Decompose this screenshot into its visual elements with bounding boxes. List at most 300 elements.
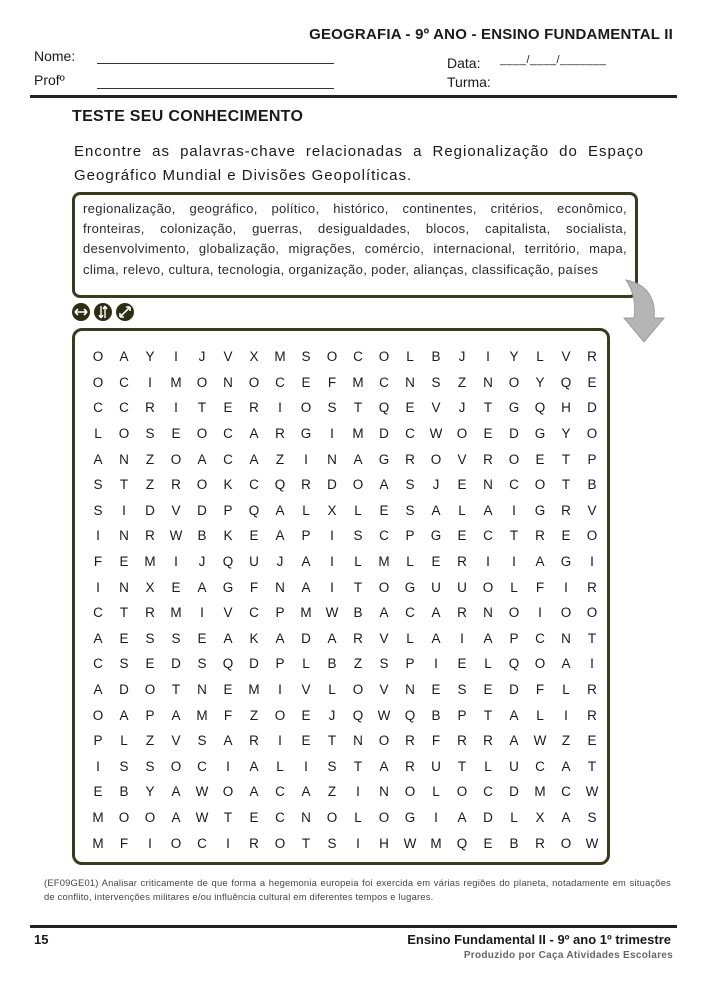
grid-cell[interactable]: E: [457, 656, 467, 672]
grid-cell[interactable]: B: [587, 477, 597, 493]
grid-cell[interactable]: R: [587, 579, 597, 595]
grid-cell[interactable]: S: [145, 758, 155, 774]
grid-cell[interactable]: X: [145, 579, 155, 595]
grid-cell[interactable]: T: [223, 809, 233, 825]
grid-cell[interactable]: A: [431, 605, 441, 621]
grid-cell[interactable]: M: [248, 682, 260, 698]
grid-cell[interactable]: N: [301, 809, 311, 825]
grid-cell[interactable]: I: [356, 784, 360, 800]
grid-cell[interactable]: A: [249, 758, 259, 774]
grid-cell[interactable]: N: [483, 374, 493, 390]
grid-cell[interactable]: V: [171, 502, 181, 518]
grid-cell[interactable]: N: [379, 784, 389, 800]
grid-cell[interactable]: A: [171, 809, 181, 825]
grid-cell[interactable]: M: [170, 374, 182, 390]
grid-cell[interactable]: R: [145, 605, 155, 621]
grid-cell[interactable]: A: [301, 784, 311, 800]
grid-cell[interactable]: Q: [404, 707, 416, 723]
grid-cell[interactable]: C: [379, 528, 389, 544]
grid-cell[interactable]: A: [379, 477, 389, 493]
grid-cell[interactable]: C: [93, 656, 103, 672]
grid-cell[interactable]: C: [249, 477, 259, 493]
grid-cell[interactable]: S: [301, 349, 311, 365]
grid-cell[interactable]: T: [353, 758, 363, 774]
grid-cell[interactable]: D: [483, 809, 493, 825]
grid-cell[interactable]: A: [249, 784, 259, 800]
grid-cell[interactable]: Q: [274, 477, 286, 493]
grid-cell[interactable]: D: [509, 784, 519, 800]
grid-cell[interactable]: L: [536, 707, 544, 723]
grid-cell[interactable]: M: [300, 605, 312, 621]
grid-cell[interactable]: T: [327, 733, 337, 749]
grid-cell[interactable]: N: [223, 374, 233, 390]
grid-cell[interactable]: M: [92, 835, 104, 851]
grid-cell[interactable]: J: [458, 400, 466, 416]
grid-cell[interactable]: A: [327, 630, 337, 646]
grid-cell[interactable]: O: [586, 426, 598, 442]
grid-cell[interactable]: W: [325, 605, 339, 621]
grid-cell[interactable]: Q: [534, 400, 546, 416]
grid-cell[interactable]: I: [538, 605, 542, 621]
grid-cell[interactable]: J: [432, 477, 440, 493]
grid-cell[interactable]: A: [301, 579, 311, 595]
grid-cell[interactable]: A: [431, 630, 441, 646]
grid-cell[interactable]: B: [431, 707, 441, 723]
grid-cell[interactable]: R: [535, 835, 545, 851]
grid-cell[interactable]: F: [535, 682, 545, 698]
grid-cell[interactable]: E: [223, 400, 233, 416]
grid-cell[interactable]: O: [508, 451, 520, 467]
grid-cell[interactable]: I: [174, 554, 178, 570]
grid-cell[interactable]: P: [145, 707, 155, 723]
grid-cell[interactable]: X: [249, 349, 259, 365]
grid-cell[interactable]: G: [404, 809, 416, 825]
grid-cell[interactable]: N: [405, 374, 415, 390]
grid-cell[interactable]: R: [249, 400, 259, 416]
grid-cell[interactable]: L: [458, 502, 466, 518]
grid-cell[interactable]: O: [430, 451, 442, 467]
grid-cell[interactable]: I: [356, 835, 360, 851]
grid-cell[interactable]: I: [512, 502, 516, 518]
grid-cell[interactable]: A: [275, 630, 285, 646]
grid-cell[interactable]: K: [223, 528, 233, 544]
grid-cell[interactable]: P: [275, 656, 285, 672]
grid-cell[interactable]: B: [353, 605, 363, 621]
grid-cell[interactable]: E: [431, 682, 441, 698]
grid-cell[interactable]: I: [148, 374, 152, 390]
grid-cell[interactable]: W: [585, 784, 599, 800]
grid-cell[interactable]: S: [353, 528, 363, 544]
grid-cell[interactable]: H: [561, 400, 571, 416]
grid-cell[interactable]: C: [353, 349, 363, 365]
grid-cell[interactable]: P: [405, 656, 415, 672]
grid-cell[interactable]: T: [301, 835, 311, 851]
grid-cell[interactable]: S: [327, 758, 337, 774]
grid-cell[interactable]: O: [326, 349, 338, 365]
grid-cell[interactable]: M: [274, 349, 286, 365]
grid-cell[interactable]: U: [431, 579, 441, 595]
grid-cell[interactable]: A: [561, 656, 571, 672]
grid-cell[interactable]: C: [249, 605, 259, 621]
grid-cell[interactable]: W: [585, 835, 599, 851]
grid-cell[interactable]: B: [119, 784, 129, 800]
grid-cell[interactable]: V: [171, 733, 181, 749]
grid-cell[interactable]: P: [223, 502, 233, 518]
grid-cell[interactable]: I: [148, 835, 152, 851]
grid-cell[interactable]: S: [197, 733, 207, 749]
grid-cell[interactable]: E: [223, 682, 233, 698]
grid-cell[interactable]: G: [430, 528, 442, 544]
grid-cell[interactable]: Q: [248, 502, 260, 518]
grid-cell[interactable]: S: [145, 426, 155, 442]
grid-cell[interactable]: L: [354, 809, 362, 825]
grid-cell[interactable]: C: [275, 374, 285, 390]
grid-cell[interactable]: E: [301, 707, 311, 723]
grid-cell[interactable]: P: [93, 733, 103, 749]
grid-cell[interactable]: E: [249, 528, 259, 544]
grid-cell[interactable]: S: [405, 477, 415, 493]
grid-cell[interactable]: E: [535, 451, 545, 467]
grid-cell[interactable]: T: [509, 528, 519, 544]
grid-cell[interactable]: T: [171, 682, 181, 698]
grid-cell[interactable]: N: [483, 477, 493, 493]
grid-cell[interactable]: X: [327, 502, 337, 518]
grid-cell[interactable]: O: [560, 605, 572, 621]
grid-cell[interactable]: L: [406, 349, 414, 365]
grid-cell[interactable]: A: [301, 554, 311, 570]
grid-cell[interactable]: C: [93, 605, 103, 621]
grid-cell[interactable]: Y: [561, 426, 571, 442]
grid-cell[interactable]: N: [119, 528, 129, 544]
grid-cell[interactable]: O: [248, 374, 260, 390]
grid-cell[interactable]: A: [171, 784, 181, 800]
grid-cell[interactable]: M: [352, 374, 364, 390]
grid-cell[interactable]: F: [93, 554, 103, 570]
grid-cell[interactable]: C: [483, 784, 493, 800]
grid-cell[interactable]: C: [535, 630, 545, 646]
grid-cell[interactable]: O: [326, 809, 338, 825]
grid-cell[interactable]: E: [301, 374, 311, 390]
grid-cell[interactable]: R: [561, 502, 571, 518]
grid-cell[interactable]: Y: [535, 374, 545, 390]
grid-cell[interactable]: F: [535, 579, 545, 595]
grid-cell[interactable]: K: [223, 477, 233, 493]
grid-cell[interactable]: S: [457, 682, 467, 698]
grid-cell[interactable]: F: [327, 374, 337, 390]
grid-cell[interactable]: A: [353, 451, 363, 467]
grid-cell[interactable]: R: [353, 630, 363, 646]
grid-cell[interactable]: Z: [561, 733, 571, 749]
grid-cell[interactable]: B: [327, 656, 337, 672]
grid-cell[interactable]: S: [431, 374, 441, 390]
grid-cell[interactable]: I: [278, 682, 282, 698]
grid-cell[interactable]: E: [249, 809, 259, 825]
grid-cell[interactable]: A: [275, 528, 285, 544]
grid-cell[interactable]: A: [483, 502, 493, 518]
grid-cell[interactable]: C: [197, 835, 207, 851]
grid-cell[interactable]: S: [93, 477, 103, 493]
grid-cell[interactable]: S: [93, 502, 103, 518]
grid-cell[interactable]: A: [275, 502, 285, 518]
grid-cell[interactable]: C: [379, 374, 389, 390]
grid-cell[interactable]: W: [377, 707, 391, 723]
grid-cell[interactable]: S: [119, 656, 129, 672]
grid-cell[interactable]: L: [536, 349, 544, 365]
grid-cell[interactable]: O: [170, 451, 182, 467]
grid-cell[interactable]: C: [223, 426, 233, 442]
grid-cell[interactable]: O: [508, 605, 520, 621]
grid-cell[interactable]: C: [405, 605, 415, 621]
grid-cell[interactable]: A: [197, 579, 207, 595]
grid-cell[interactable]: Q: [222, 656, 234, 672]
grid-cell[interactable]: L: [484, 656, 492, 672]
grid-cell[interactable]: E: [457, 477, 467, 493]
grid-cell[interactable]: I: [564, 707, 568, 723]
grid-cell[interactable]: G: [560, 554, 572, 570]
grid-cell[interactable]: A: [171, 707, 181, 723]
grid-cell[interactable]: N: [561, 630, 571, 646]
grid-cell[interactable]: L: [562, 682, 570, 698]
grid-cell[interactable]: O: [378, 349, 390, 365]
grid-cell[interactable]: L: [302, 502, 310, 518]
grid-cell[interactable]: O: [378, 809, 390, 825]
grid-cell[interactable]: K: [249, 630, 259, 646]
grid-cell[interactable]: Y: [145, 349, 155, 365]
grid-cell[interactable]: O: [92, 349, 104, 365]
grid-cell[interactable]: R: [483, 451, 493, 467]
grid-cell[interactable]: L: [510, 809, 518, 825]
grid-cell[interactable]: G: [534, 426, 546, 442]
grid-cell[interactable]: S: [119, 758, 129, 774]
grid-cell[interactable]: B: [197, 528, 207, 544]
grid-cell[interactable]: J: [276, 554, 284, 570]
grid-cell[interactable]: A: [93, 630, 103, 646]
grid-cell[interactable]: I: [226, 835, 230, 851]
grid-cell[interactable]: E: [483, 835, 493, 851]
grid-cell[interactable]: A: [431, 502, 441, 518]
grid-cell[interactable]: A: [483, 630, 493, 646]
grid-cell[interactable]: L: [328, 682, 336, 698]
grid-cell[interactable]: A: [93, 682, 103, 698]
grid-cell[interactable]: I: [486, 554, 490, 570]
grid-cell[interactable]: I: [330, 554, 334, 570]
grid-cell[interactable]: I: [96, 528, 100, 544]
grid-cell[interactable]: F: [431, 733, 441, 749]
grid-cell[interactable]: Y: [509, 349, 519, 365]
grid-cell[interactable]: T: [587, 758, 597, 774]
grid-cell[interactable]: R: [249, 733, 259, 749]
grid-cell[interactable]: N: [405, 682, 415, 698]
grid-cell[interactable]: O: [352, 477, 364, 493]
grid-cell[interactable]: G: [534, 502, 546, 518]
grid-cell[interactable]: L: [276, 758, 284, 774]
grid-cell[interactable]: O: [118, 426, 130, 442]
grid-cell[interactable]: R: [457, 733, 467, 749]
grid-cell[interactable]: S: [327, 400, 337, 416]
grid-cell[interactable]: O: [170, 758, 182, 774]
grid-cell[interactable]: I: [96, 758, 100, 774]
grid-cell[interactable]: I: [304, 451, 308, 467]
grid-cell[interactable]: I: [460, 630, 464, 646]
grid-cell[interactable]: A: [561, 809, 571, 825]
grid-cell[interactable]: J: [198, 349, 206, 365]
grid-cell[interactable]: M: [170, 605, 182, 621]
grid-cell[interactable]: C: [223, 451, 233, 467]
grid-cell[interactable]: S: [327, 835, 337, 851]
grid-cell[interactable]: Q: [222, 554, 234, 570]
grid-cell[interactable]: C: [509, 477, 519, 493]
grid-cell[interactable]: I: [226, 758, 230, 774]
grid-cell[interactable]: O: [534, 656, 546, 672]
grid-cell[interactable]: T: [119, 605, 129, 621]
grid-cell[interactable]: O: [560, 835, 572, 851]
grid-cell[interactable]: Z: [145, 733, 155, 749]
grid-cell[interactable]: I: [434, 656, 438, 672]
grid-cell[interactable]: E: [197, 630, 207, 646]
grid-cell[interactable]: Q: [456, 835, 468, 851]
grid-cell[interactable]: A: [223, 733, 233, 749]
grid-cell[interactable]: Z: [145, 451, 155, 467]
grid-cell[interactable]: G: [300, 426, 312, 442]
grid-cell[interactable]: E: [483, 426, 493, 442]
grid-cell[interactable]: P: [301, 528, 311, 544]
grid-cell[interactable]: Y: [145, 784, 155, 800]
grid-cell[interactable]: S: [379, 656, 389, 672]
grid-cell[interactable]: A: [197, 451, 207, 467]
grid-cell[interactable]: I: [122, 502, 126, 518]
grid-cell[interactable]: R: [457, 605, 467, 621]
grid-cell[interactable]: I: [330, 426, 334, 442]
grid-cell[interactable]: T: [457, 758, 467, 774]
grid-cell[interactable]: N: [119, 579, 129, 595]
grid-cell[interactable]: R: [249, 835, 259, 851]
grid-cell[interactable]: I: [278, 733, 282, 749]
grid-cell[interactable]: E: [145, 656, 155, 672]
grid-cell[interactable]: O: [508, 374, 520, 390]
grid-cell[interactable]: E: [587, 733, 597, 749]
grid-cell[interactable]: E: [119, 630, 129, 646]
grid-cell[interactable]: O: [300, 400, 312, 416]
grid-cell[interactable]: A: [119, 349, 129, 365]
grid-cell[interactable]: D: [197, 502, 207, 518]
grid-cell[interactable]: R: [301, 477, 311, 493]
grid-cell[interactable]: L: [120, 733, 128, 749]
grid-cell[interactable]: O: [144, 682, 156, 698]
grid-cell[interactable]: I: [590, 554, 594, 570]
grid-cell[interactable]: V: [301, 682, 311, 698]
grid-cell[interactable]: E: [301, 733, 311, 749]
grid-cell[interactable]: D: [587, 400, 597, 416]
grid-cell[interactable]: B: [431, 349, 441, 365]
grid-cell[interactable]: T: [483, 707, 493, 723]
grid-cell[interactable]: A: [93, 451, 103, 467]
grid-cell[interactable]: O: [456, 426, 468, 442]
grid-cell[interactable]: M: [352, 426, 364, 442]
grid-cell[interactable]: R: [405, 758, 415, 774]
grid-cell[interactable]: C: [93, 400, 103, 416]
grid-cell[interactable]: W: [169, 528, 183, 544]
grid-cell[interactable]: I: [434, 809, 438, 825]
grid-cell[interactable]: R: [405, 733, 415, 749]
grid-cell[interactable]: O: [118, 809, 130, 825]
grid-cell[interactable]: V: [223, 349, 233, 365]
grid-cell[interactable]: N: [275, 579, 285, 595]
grid-cell[interactable]: R: [483, 733, 493, 749]
grid-cell[interactable]: O: [404, 784, 416, 800]
grid-cell[interactable]: O: [586, 605, 598, 621]
grid-cell[interactable]: V: [431, 400, 441, 416]
grid-cell[interactable]: W: [195, 784, 209, 800]
grid-cell[interactable]: L: [302, 656, 310, 672]
grid-cell[interactable]: G: [378, 451, 390, 467]
grid-cell[interactable]: I: [174, 349, 178, 365]
grid-cell[interactable]: F: [249, 579, 259, 595]
grid-cell[interactable]: O: [222, 784, 234, 800]
grid-cell[interactable]: V: [587, 502, 597, 518]
grid-cell[interactable]: F: [223, 707, 233, 723]
grid-cell[interactable]: S: [405, 502, 415, 518]
grid-cell[interactable]: C: [405, 426, 415, 442]
grid-cell[interactable]: N: [119, 451, 129, 467]
grid-cell[interactable]: A: [249, 451, 259, 467]
grid-cell[interactable]: X: [535, 809, 545, 825]
grid-cell[interactable]: M: [378, 554, 390, 570]
grid-cell[interactable]: A: [249, 426, 259, 442]
grid-cell[interactable]: D: [327, 477, 337, 493]
grid-cell[interactable]: L: [94, 426, 102, 442]
grid-cell[interactable]: A: [535, 554, 545, 570]
grid-cell[interactable]: A: [457, 809, 467, 825]
grid-cell[interactable]: V: [379, 630, 389, 646]
grid-cell[interactable]: S: [197, 656, 207, 672]
grid-cell[interactable]: O: [274, 707, 286, 723]
grid-cell[interactable]: I: [590, 656, 594, 672]
grid-cell[interactable]: N: [197, 682, 207, 698]
grid-cell[interactable]: T: [483, 400, 493, 416]
grid-cell[interactable]: O: [92, 374, 104, 390]
grid-cell[interactable]: O: [482, 579, 494, 595]
grid-cell[interactable]: U: [457, 579, 467, 595]
grid-cell[interactable]: D: [509, 426, 519, 442]
grid-cell[interactable]: Q: [508, 656, 520, 672]
grid-cell[interactable]: I: [200, 605, 204, 621]
grid-cell[interactable]: E: [561, 528, 571, 544]
grid-cell[interactable]: Z: [353, 656, 363, 672]
grid-cell[interactable]: I: [330, 528, 334, 544]
name-field[interactable]: [97, 63, 334, 64]
grid-cell[interactable]: A: [509, 733, 519, 749]
grid-cell[interactable]: H: [379, 835, 389, 851]
grid-cell[interactable]: Z: [145, 477, 155, 493]
grid-cell[interactable]: D: [249, 656, 259, 672]
grid-cell[interactable]: C: [483, 528, 493, 544]
grid-cell[interactable]: I: [96, 579, 100, 595]
grid-cell[interactable]: A: [379, 605, 389, 621]
grid-cell[interactable]: G: [222, 579, 234, 595]
grid-cell[interactable]: I: [564, 579, 568, 595]
grid-cell[interactable]: N: [353, 733, 363, 749]
grid-cell[interactable]: S: [587, 809, 597, 825]
grid-cell[interactable]: W: [403, 835, 417, 851]
grid-cell[interactable]: T: [353, 579, 363, 595]
grid-cell[interactable]: O: [144, 809, 156, 825]
grid-cell[interactable]: E: [171, 579, 181, 595]
grid-cell[interactable]: Z: [275, 451, 285, 467]
grid-cell[interactable]: C: [197, 758, 207, 774]
grid-cell[interactable]: L: [510, 579, 518, 595]
grid-cell[interactable]: O: [170, 835, 182, 851]
grid-cell[interactable]: R: [171, 477, 181, 493]
